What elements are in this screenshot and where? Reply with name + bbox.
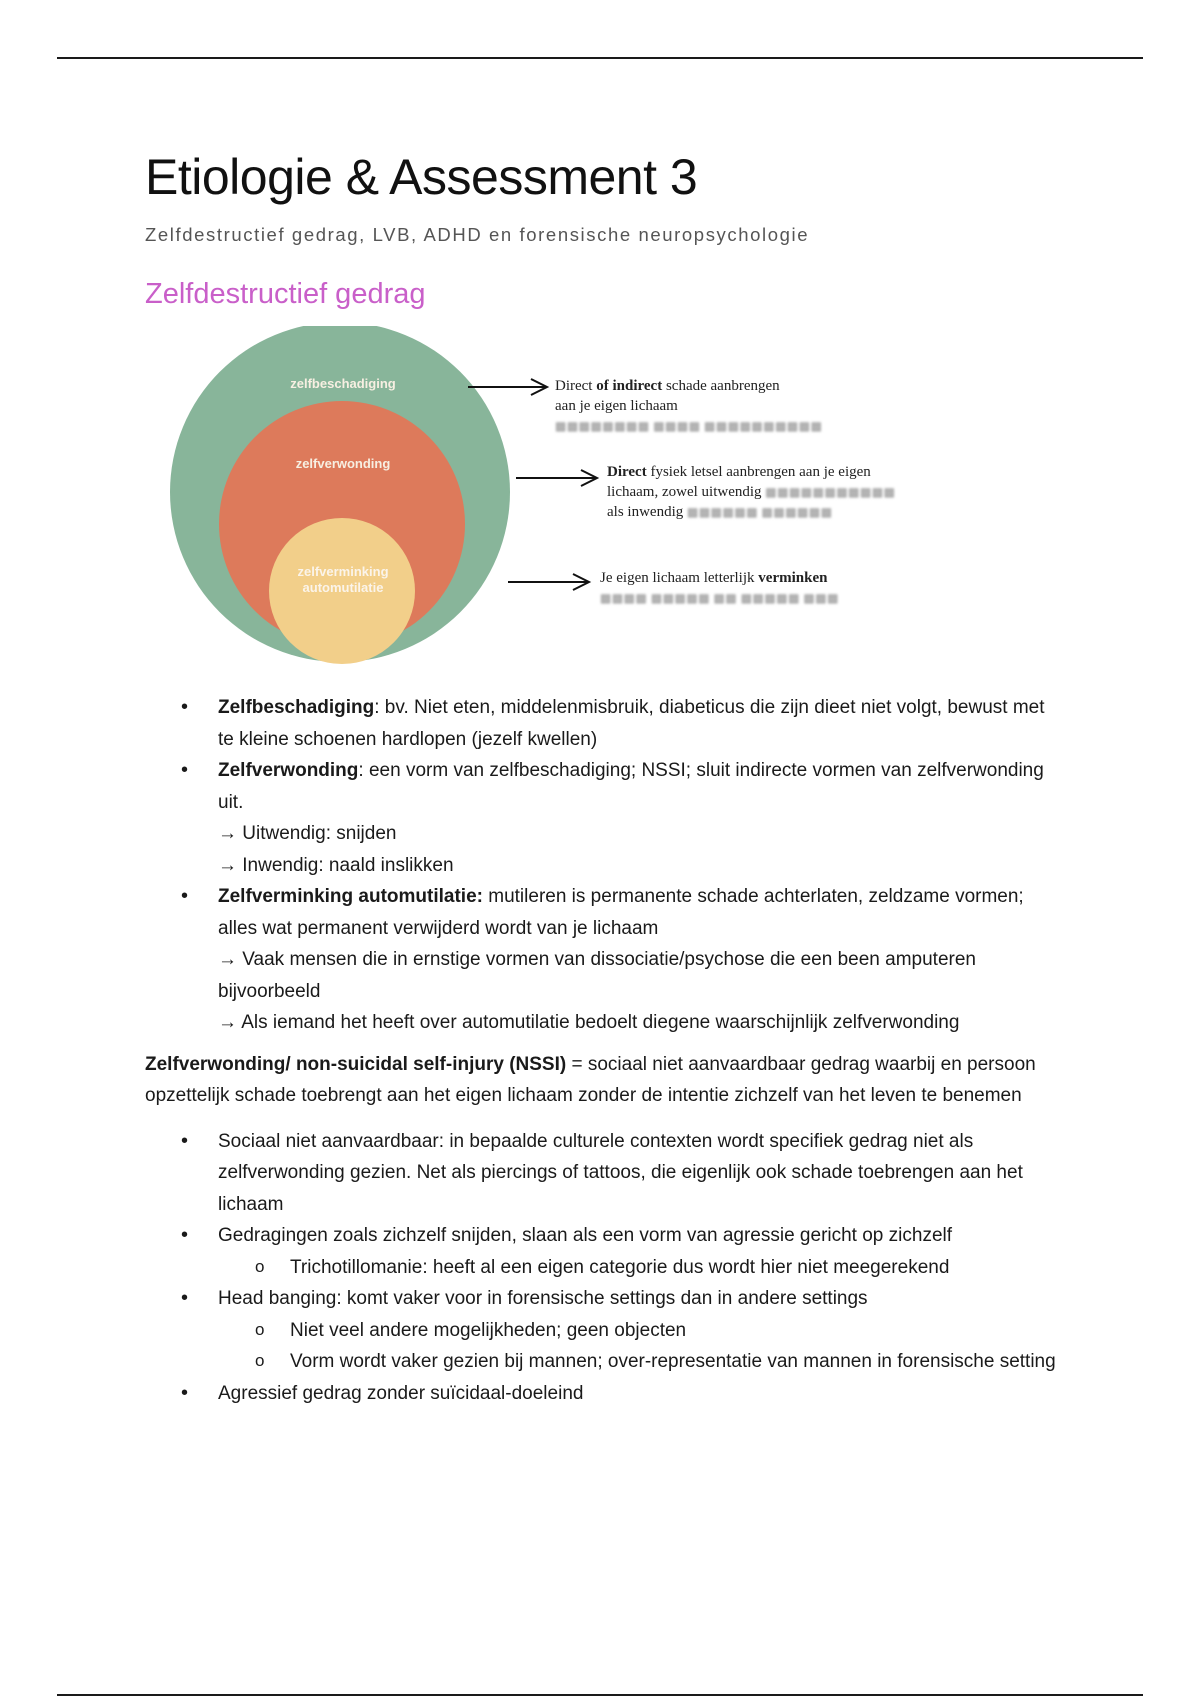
page-title: Etiologie & Assessment 3 [145, 149, 698, 205]
list-item: • Gedragingen zoals zichzelf snijden, slaan als een vorm van agressie gericht op zichzelf [145, 1220, 1065, 1252]
list-item: • Head banging: komt vaker voor in forensische settings dan in andere settings [145, 1283, 1065, 1315]
arrow-1 [468, 379, 547, 395]
blurred-text: ▩▩▩▩▩▩ ▩▩▩▩▩▩ [687, 505, 833, 519]
bottom-rule [57, 1694, 1143, 1696]
sub-list-item: o Niet veel andere mogelijkheden; geen objecten [145, 1315, 1065, 1347]
page-subtitle: Zelfdestructief gedrag, LVB, ADHD en forensische neuropsychologie [145, 224, 810, 245]
desc-zelfbeschadiging: Direct of indirect schade aanbrengen aan je eigen lichaam ▩▩▩▩▩▩▩▩ ▩▩▩▩ ▩▩▩▩▩▩▩▩▩▩ [555, 376, 915, 436]
list-item: • Zelfverwonding: een vorm van zelfbeschadiging; NSSI; sluit indirecte vormen van zelfverwonding uit. → Uitwendig: snijden → Inwendig: naald inslikken [145, 755, 1065, 881]
sub-list-item: o Trichotillomanie: heeft al een eigen categorie dus wordt hier niet meegerekend [145, 1252, 1065, 1284]
sub-list-item: o Vorm wordt vaker gezien bij mannen; over-representatie van mannen in forensische setting [145, 1346, 1065, 1378]
top-rule [57, 57, 1143, 59]
blurred-text: ▩▩▩▩▩▩▩▩▩▩▩ [765, 485, 896, 499]
arrow-3 [508, 574, 589, 590]
blurred-text: ▩▩▩▩▩▩▩▩ ▩▩▩▩ ▩▩▩▩▩▩▩▩▩▩ [555, 419, 823, 433]
middle-circle-label: zelfverwonding [295, 456, 391, 471]
self-harm-diagram [145, 326, 935, 676]
nssi-list [145, 1126, 1065, 1410]
outer-circle-label: zelfbeschadiging [290, 376, 396, 391]
inner-circle-label [263, 564, 423, 596]
blurred-text: ▩▩▩▩ ▩▩▩▩▩ ▩▩ ▩▩▩▩▩ ▩▩▩ [600, 591, 839, 605]
inner-label-line1: zelfverminking [297, 564, 389, 579]
desc-zelfverminking: Je eigen lichaam letterlijk verminken ▩▩▩▩ ▩▩▩▩▩ ▩▩ ▩▩▩▩▩ ▩▩▩ [600, 568, 930, 608]
main-content [145, 692, 1065, 1409]
section-heading: Zelfdestructief gedrag [145, 278, 426, 310]
desc-zelfverwonding: Direct fysiek letsel aanbrengen aan je eigen lichaam, zowel uitwendig ▩▩▩▩▩▩▩▩▩▩▩ als inwendig ▩▩▩▩▩▩ ▩▩▩▩▩▩ [607, 464, 896, 520]
list-item: • Sociaal niet aanvaardbaar: in bepaalde culturele contexten wordt specifiek gedrag niet als zelfverwonding gezien. Net als piercings of tattoos, die eigenlijk ook schade toebrengen aan het lichaam [145, 1126, 1065, 1221]
definitions-list [145, 692, 1065, 1039]
list-item: • Zelfverminking automutilatie: mutileren is permanente schade achterlaten, zeldzame vormen; alles wat permanent verwijderd wordt van je lichaam → Vaak mensen die in ernstige vormen van dissociatie/psychose die een been amputeren bijvoorbeeld → Als iemand het heeft over automutilatie bedoelt diegene waarschijnlijk zelfverwonding [145, 881, 1065, 1039]
list-item: • Agressief gedrag zonder suïcidaal-doeleind [145, 1378, 1065, 1410]
nssi-definition: Zelfverwonding/ non-suicidal self-injury (NSSI) = sociaal niet aanvaardbaar gedrag waarbij en persoon opzettelijk schade toebrengt aan het eigen lichaam zonder de intentie zichzelf van het leven te benemen [145, 1053, 1036, 1106]
arrow-2 [516, 470, 597, 486]
list-item: • Zelfbeschadiging: bv. Niet eten, middelenmisbruik, diabeticus die zijn dieet niet volgt, bewust met te kleine schoenen hardlopen (jezelf kwellen) [145, 692, 1065, 755]
inner-label-line2: automutilatie [302, 580, 384, 595]
